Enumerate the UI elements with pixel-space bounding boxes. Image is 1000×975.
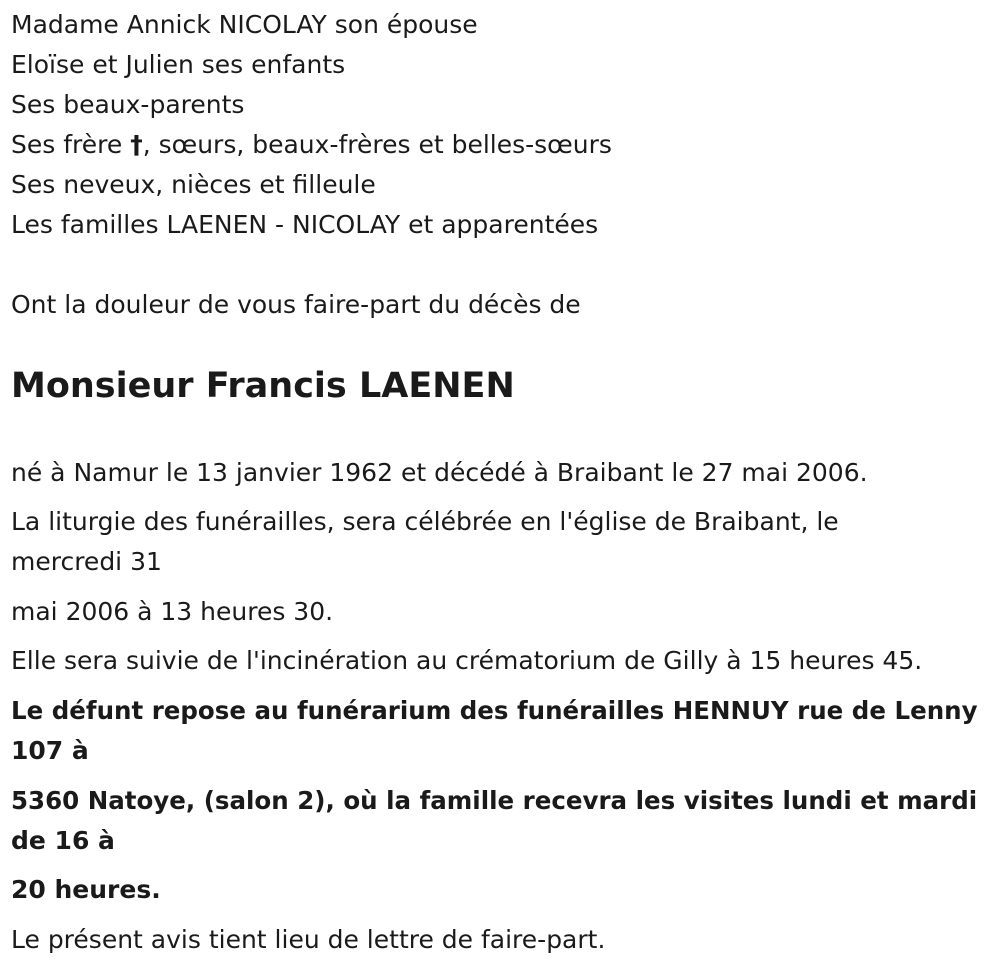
closing-text: Le présent avis tient lieu de lettre de faire-part.: [11, 925, 606, 954]
family-line-spouse: Madame Annick NICOLAY son épouse: [11, 10, 478, 39]
announcement-text: Ont la douleur de vous faire-part du décès de: [11, 290, 581, 319]
liturgy-line-1: La liturgie des funérailles, sera célébrée en l'église de Braibant, le: [11, 507, 839, 536]
repose-line-1: Le défunt repose au funérarium des funérailles HENNUY rue de Lenny: [11, 696, 978, 725]
family-line-children: Eloïse et Julien ses enfants: [11, 50, 346, 79]
liturgy-line-3: mai 2006 à 13 heures 30.: [11, 597, 334, 626]
family-line-nephews: Ses neveux, nièces et filleule: [11, 170, 376, 199]
repose-line-4: de 16 à: [11, 826, 115, 855]
siblings-text-start: Ses frère: [11, 130, 131, 159]
deceased-name: Monsieur Francis LAENEN: [11, 366, 515, 406]
incineration-text: Elle sera suivie de l'incinération au crématorium de Gilly à 15 heures 45.: [11, 646, 923, 675]
liturgy-line-2: mercredi 31: [11, 547, 162, 576]
cross-icon: †: [130, 130, 143, 159]
family-line-parents-in-law: Ses beaux-parents: [11, 90, 245, 119]
repose-line-3: 5360 Natoye, (salon 2), où la famille recevra les visites lundi et mardi: [11, 786, 978, 815]
family-line-families: Les familles LAENEN - NICOLAY et apparentées: [11, 210, 599, 239]
birth-death-text: né à Namur le 13 janvier 1962 et décédé à Braibant le 27 mai 2006.: [11, 458, 868, 487]
family-line-siblings: [11, 125, 612, 165]
repose-line-5: 20 heures.: [11, 875, 161, 904]
siblings-text-end: , sœurs, beaux-frères et belles-sœurs: [142, 130, 612, 159]
repose-line-2: 107 à: [11, 736, 89, 765]
